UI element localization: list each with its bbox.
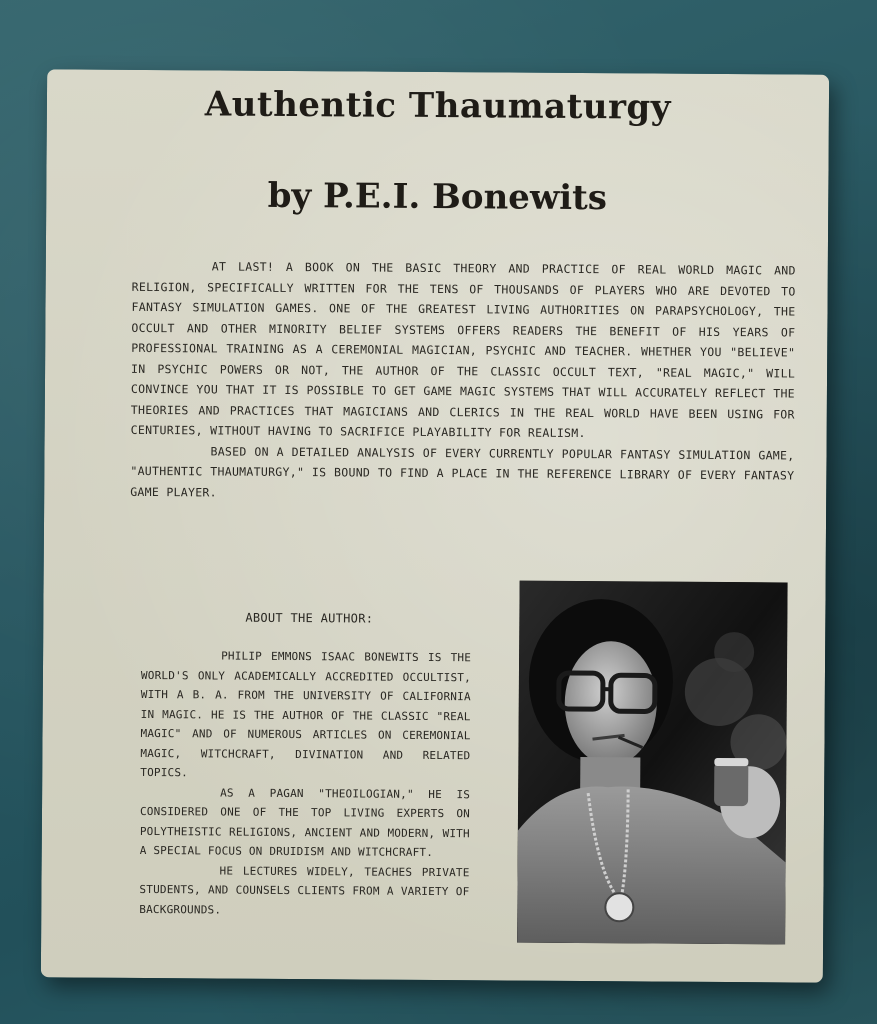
book-byline: by P.E.I. Bonewits bbox=[267, 175, 608, 219]
book-back-cover bbox=[41, 69, 829, 982]
blurb-paragraph: AT LAST! A BOOK ON THE BASIC THEORY AND PRACTICE OF REAL WORLD MAGIC AND RELIGION, SPECIFICALLY WRITTEN FOR THE TENS OF THOUSANDS OF PLAYERS WHO ARE DEVOTED TO FANTASY SIMULATION GAMES. ONE OF THE GREATEST LIVING AUTHORITIES ON PARAPSYCHOLOGY, THE OCCULT AND OTHER MINORITY BELIEF SYSTEMS OFFERS READERS THE BENEFIT OF HIS YEARS OF PROFESSIONAL TRAINING AS A CEREMONIAL MAGICIAN, PSYCHIC AND TEACHER. WHETHER YOU "BELIEVE" IN PSYCHIC POWERS OR NOT, THE AUTHOR OF THE CLASSIC OCCULT TEXT, "REAL MAGIC," WILL CONVINCE YOU THAT IT IS POSSIBLE TO GET GAME MAGIC SYSTEMS THAT WILL ACCURATELY REFLECT THE THEORIES AND PRACTICES THAT MAGICIANS AND CLERICS IN THE REAL WORLD HAVE BEEN USING FOR CENTURIES, WITHOUT HAVING TO SACRIFICE PLAYABILITY FOR REALISM. bbox=[130, 259, 796, 441]
author-bio bbox=[139, 646, 471, 921]
blurb-paragraph: BASED ON A DETAILED ANALYSIS OF EVERY CURRENTLY POPULAR FANTASY SIMULATION GAME, "AUTHENTIC THAUMATURGY," IS BOUND TO FIND A PLACE IN THE REFERENCE LIBRARY OF EVERY FANTASY GAME PLAYER. bbox=[130, 443, 795, 499]
author-portrait-image bbox=[517, 581, 788, 945]
author-photo bbox=[517, 581, 788, 945]
book-blurb bbox=[130, 256, 796, 507]
bio-paragraph: AS A PAGAN "THEOILOGIAN," HE IS CONSIDERED ONE OF THE TOP LIVING EXPERTS ON POLYTHEISTIC RELIGIONS, ANCIENT AND MODERN, WITH A SPECIAL FOCUS ON DRUIDISM AND WITCHCRAFT. bbox=[139, 786, 471, 859]
about-author-heading: ABOUT THE AUTHOR: bbox=[245, 610, 374, 626]
book-title: Authentic Thaumaturgy bbox=[204, 84, 672, 128]
bio-paragraph: HE LECTURES WIDELY, TEACHES PRIVATE STUDENTS, AND COUNSELS CLIENTS FROM A VARIETY OF BACKGROUNDS. bbox=[139, 864, 470, 917]
bio-paragraph: PHILIP EMMONS ISAAC BONEWITS IS THE WORLD'S ONLY ACADEMICALLY ACCREDITED OCCULTIST, WITH A B. A. FROM THE UNIVERSITY OF CALIFORNIA IN MAGIC. HE IS THE AUTHOR OF THE CLASSIC "REAL MAGIC" AND OF NUMEROUS ARTICLES ON CEREMONIAL MAGIC, WITCHCRAFT, DIVINATION AND RELATED TOPICS. bbox=[140, 649, 472, 780]
